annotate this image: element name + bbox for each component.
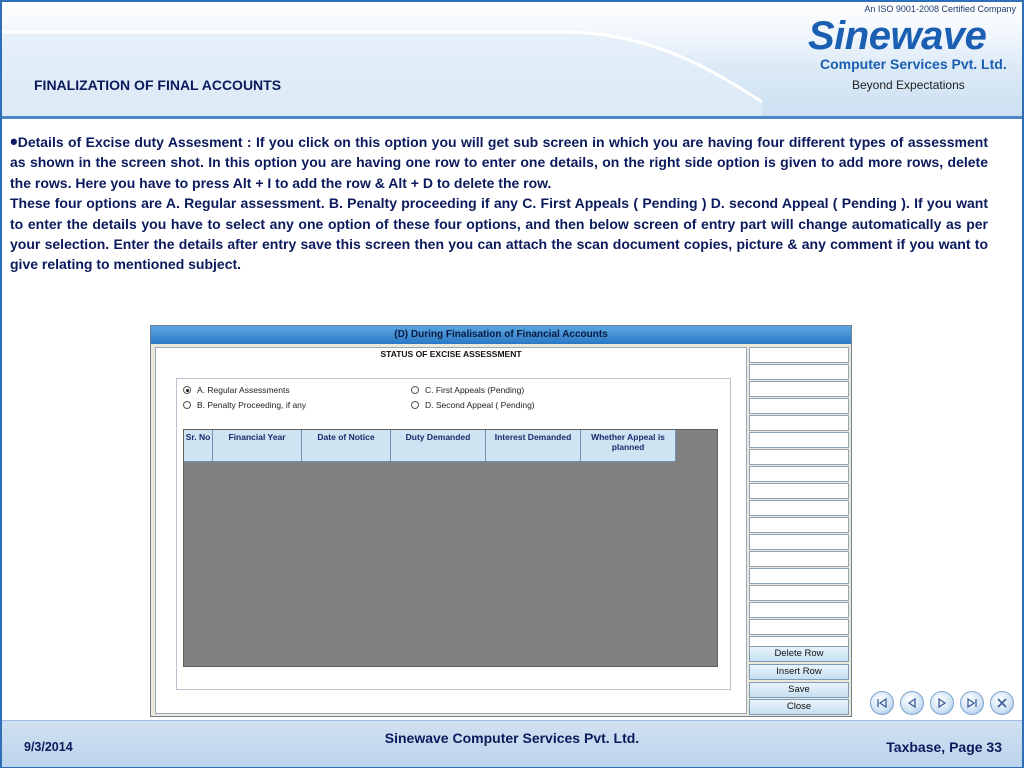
last-slide-icon[interactable] <box>960 691 984 715</box>
side-cell <box>749 534 849 550</box>
logo-name: Sinewave <box>808 14 987 58</box>
side-cell <box>749 415 849 431</box>
body-text <box>10 129 988 275</box>
column-header-appeal-planned[interactable]: Whether Appeal is planned <box>581 430 676 462</box>
footer-page-number: Taxbase, Page 33 <box>886 739 1002 755</box>
side-cell <box>749 483 849 499</box>
side-cell <box>749 551 849 567</box>
assessment-panel <box>155 347 747 714</box>
insert-row-button[interactable]: Insert Row <box>749 664 849 680</box>
footer-company: Sinewave Computer Services Pvt. Ltd. <box>384 730 640 746</box>
side-cell <box>749 398 849 414</box>
logo-subtitle: Computer Services Pvt. Ltd. <box>820 56 1007 72</box>
column-header-duty-demanded[interactable]: Duty Demanded <box>391 430 486 462</box>
slide-title: FINALIZATION OF FINAL ACCOUNTS <box>34 77 282 93</box>
logo-tagline: Beyond Expectations <box>852 78 965 92</box>
column-header-sr-no[interactable]: Sr. No <box>184 430 213 462</box>
iso-certification: An ISO 9001-2008 Certified Company <box>864 4 1016 14</box>
column-header-date-of-notice[interactable]: Date of Notice <box>302 430 391 462</box>
first-slide-icon[interactable] <box>870 691 894 715</box>
radio-icon <box>411 401 419 409</box>
footer-date: 9/3/2014 <box>24 740 73 754</box>
radio-first-appeals[interactable]: C. First Appeals (Pending) <box>411 385 524 395</box>
side-cell <box>749 466 849 482</box>
radio-second-appeal[interactable]: D. Second Appeal ( Pending) <box>411 400 535 410</box>
bullet-icon: • <box>10 129 18 154</box>
paragraph-2: These four options are A. Regular assessment. B. Penalty proceeding if any C. First Appeals ( Pending ) D. second Appeal ( Pending ). If you want to enter the details you have to select any one option of these four options, and then below screen of entry part will change automatically as per your selection. Enter the details after entry save this screen then you can attach the scan document copies, picture & any comment if you want to give relating to mentioned subject. <box>10 195 988 273</box>
slide-navigation <box>870 691 1014 715</box>
delete-row-button[interactable]: Delete Row <box>749 646 849 662</box>
side-cell <box>749 364 849 380</box>
assessment-groupbox <box>176 378 731 690</box>
excise-assessment-window <box>150 325 852 717</box>
header-divider <box>2 116 1022 119</box>
window-title: (D) During Finalisation of Financial Accounts <box>151 326 851 344</box>
radio-regular-assessment[interactable]: A. Regular Assessments <box>183 385 290 395</box>
side-cell <box>749 517 849 533</box>
radio-selected-icon <box>183 386 191 394</box>
previous-slide-icon[interactable] <box>900 691 924 715</box>
side-cell <box>749 568 849 584</box>
column-header-financial-year[interactable]: Financial Year <box>213 430 302 462</box>
next-slide-icon[interactable] <box>930 691 954 715</box>
company-logo <box>800 4 1020 104</box>
close-icon[interactable] <box>990 691 1014 715</box>
side-cell <box>749 347 849 363</box>
panel-heading: STATUS OF EXCISE ASSESSMENT <box>380 349 522 359</box>
radio-icon <box>183 401 191 409</box>
column-header-interest-demanded[interactable]: Interest Demanded <box>486 430 581 462</box>
radio-penalty-proceeding[interactable]: B. Penalty Proceeding, if any <box>183 400 306 410</box>
entry-grid[interactable] <box>183 429 718 667</box>
side-cell <box>749 381 849 397</box>
side-cell <box>749 602 849 618</box>
radio-icon <box>411 386 419 394</box>
side-cell <box>749 500 849 516</box>
side-cell <box>749 449 849 465</box>
paragraph-1: Details of Excise duty Assesment : If you click on this option you will get sub screen in which you are having four different types of assessment as shown in the screen shot. In this option you are having one row to enter one details, on the right side option is given to add more rows, delete the rows. Here you have to press Alt + I to add the row & Alt + D to delete the row. <box>10 134 988 191</box>
side-cell <box>749 619 849 635</box>
side-cell <box>749 432 849 448</box>
side-panel <box>749 347 849 714</box>
save-button[interactable]: Save <box>749 682 849 698</box>
grid-header <box>184 430 676 462</box>
side-cell <box>749 585 849 601</box>
close-button[interactable]: Close <box>749 699 849 715</box>
